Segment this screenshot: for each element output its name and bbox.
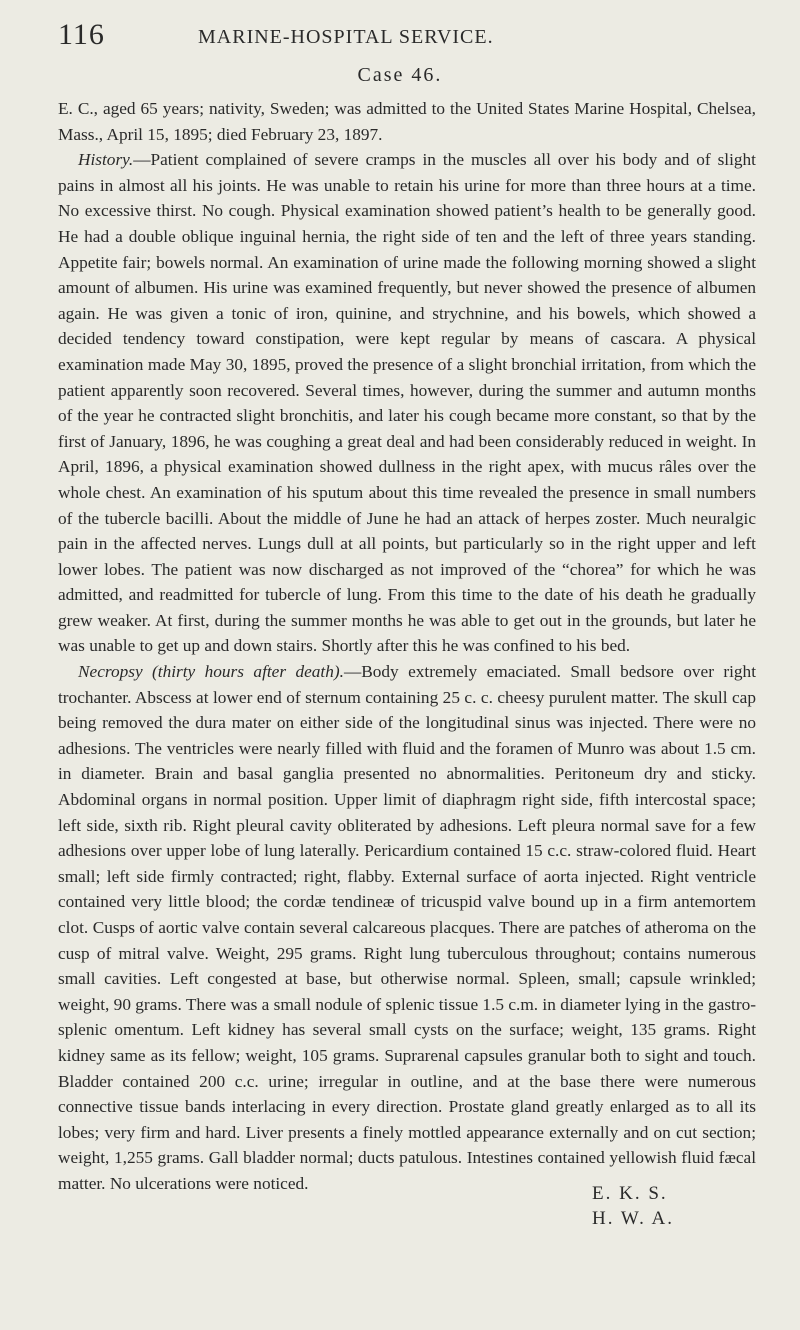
history-heading: History. bbox=[78, 150, 134, 170]
intro-paragraph: E. C., aged 65 years; nativity, Sweden; was admitted to the United States Marine Hospital, Chelsea, Mass., April 15, 1895; died February 23, 1897. bbox=[58, 99, 756, 144]
necropsy-paragraph bbox=[58, 659, 756, 1196]
page-header bbox=[58, 18, 758, 54]
signature-line-1: E. K. S. bbox=[592, 1183, 668, 1204]
necropsy-heading: Necropsy (thirty hours after death). bbox=[78, 662, 344, 682]
history-paragraph bbox=[58, 147, 756, 659]
document-body bbox=[58, 96, 756, 1197]
running-head: MARINE-HOSPITAL SERVICE. bbox=[198, 26, 494, 48]
history-text: —Patient complained of severe cramps in the muscles all over his body and of slight pains in almost all his joints. He was unable to retain his urine for more than three hours at a time. No excessive thirst. No cough. Physical examination showed patient’s health to be generally good. He had a double oblique inguinal hernia, the right side of ten and the left of three years standing. Appetite fair; bowels normal. An examination of urine made the following morning showed a slight amount of albumen. His urine was examined frequently, but never showed the presence of albumen again. He was given a tonic of iron, quinine, and strychnine, and his bowels, which showed a decided tendency toward constipation, were kept regular by means of cascara. A physical examination made May 30, 1895, proved the presence of a slight bronchial irritation, from which the patient apparently soon recovered. Several times, however, during the summer and autumn months of the year he contracted slight bronchitis, and later his cough became more constant, so that by the first of January, 1896, he was coughing a great deal and had been considerably reduced in weight. In April, 1896, a physical examination showed dullness in the right apex, with mucus râles over the whole chest. An examination of his sputum about this time revealed the presence in small numbers of the tubercle bacilli. About the middle of June he had an attack of herpes zoster. Much neuralgic pain in the affected nerves. Lungs dull at all points, but particularly so in the right upper and left lower lobes. The patient was now discharged as not improved of the “chorea” for which he was admitted, and readmitted for tubercle of lung. From this time to the date of his death he gradually grew weaker. At first, during the summer months he was able to get out in the grounds, but later he was unable to get up and down stairs. Shortly after this he was confined to his bed. bbox=[58, 150, 756, 656]
necropsy-text: —Body extremely emaciated. Small bedsore over right trochanter. Abscess at lower end of sternum containing 25 c. c. cheesy purulent matter. The skull cap being removed the dura mater on either side of the longitudinal sinus was injected. There were no adhesions. The ventricles were nearly filled with fluid and the foramen of Munro was about 1.5 cm. in diameter. Brain and basal ganglia presented no abnormalities. Peritoneum dry and sticky. Abdominal organs in normal position. Upper limit of diaphragm right side, fifth intercostal space; left side, sixth rib. Right pleural cavity obliterated by adhesions. Left pleura normal save for a few adhesions over upper lobe of lung laterally. Pericardium contained 15 c.c. straw-colored fluid. Heart small; left side firmly contracted; right, flabby. External surface of aorta injected. Right ventricle contained very little blood; the cordæ tendineæ of tricuspid valve bound up in a firm antemortem clot. Cusps of aortic valve contain several calcareous placques. There are patches of atheroma on the cusp of mitral valve. Weight, 295 grams. Right lung tuberculous throughout; contains numerous small cavities. Left congested at base, but otherwise normal. Spleen, small; capsule wrinkled; weight, 90 grams. There was a small nodule of splenic tissue 1.5 c.m. in diameter lying in the gastro-splenic omentum. Left kidney has several small cysts on the surface; weight, 135 grams. Right kidney same as its fellow; weight, 105 grams. Suprarenal capsules granular both to sight and touch. Bladder contained 200 c.c. urine; irregular in outline, and at the base there were numerous connective tissue bands interlacing in every direction. Prostate gland greatly enlarged as to all its lobes; very firm and hard. Liver presents a finely mottled appearance externally and on cut section; weight, 1,255 grams. Gall bladder normal; ducts patulous. Intestines contained yellowish fluid fæcal matter. No ulcerations were noticed. bbox=[58, 662, 756, 1193]
case-title: Case 46. bbox=[357, 64, 443, 86]
signature-block bbox=[592, 1181, 674, 1231]
signature-line-2: H. W. A. bbox=[592, 1208, 674, 1229]
page-number: 116 bbox=[58, 18, 105, 51]
